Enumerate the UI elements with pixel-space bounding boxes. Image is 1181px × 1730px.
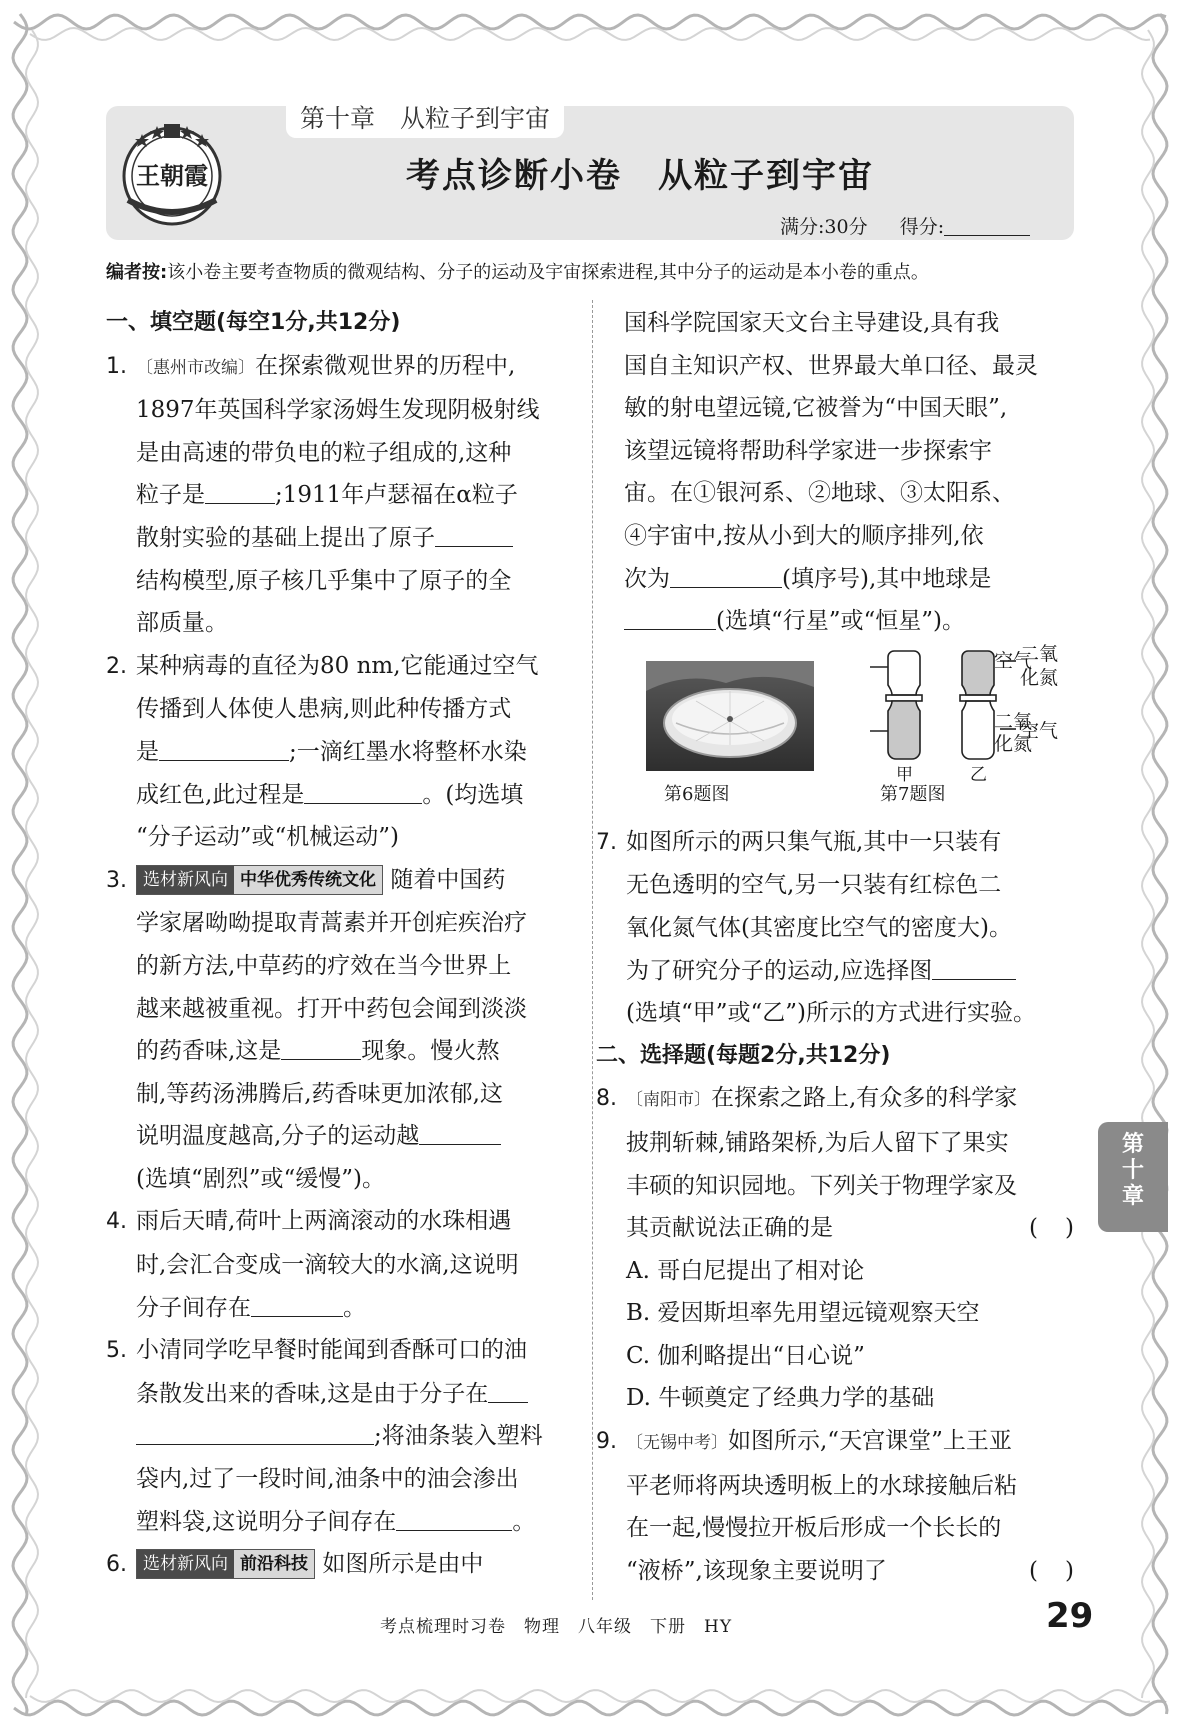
q7-text: 为了研究分子的运动,应选择图 (626, 957, 933, 984)
score-label: 得分: (899, 216, 945, 238)
q6-text: 宙。在①银河系、②地球、③太阳系、 (624, 480, 1015, 507)
q8-text: 在探索之路上,有众多的科学家 (711, 1085, 1018, 1112)
question-6-continued (624, 302, 1076, 643)
option-d[interactable]: D. 牛顿奠定了经典力学的基础 (626, 1385, 935, 1412)
question-2 (106, 645, 562, 859)
q3-text: 的药香味,这是 (136, 1038, 282, 1065)
footer-text: 考点梳理时习卷 物理 八年级 下册 HY (380, 1617, 733, 1637)
q4-text: 分子间存在 (136, 1294, 251, 1321)
label-no2-right-line2: 化氮 (1020, 666, 1059, 689)
question-3 (106, 859, 562, 1201)
q6-text: 敏的射电望远镜,它被誉为“中国天眼”, (624, 395, 1008, 422)
q5-text: 塑料袋,这说明分子间存在 (136, 1508, 397, 1535)
option-a[interactable]: A. 哥白尼提出了相对论 (626, 1257, 865, 1284)
label-air-bottom: 空气 (1020, 719, 1059, 742)
q5-text: 袋内,过了一段时间,油条中的油会渗出 (136, 1466, 519, 1493)
q7-number: 7. (596, 829, 617, 855)
section-fill-blank-title: 一、填空题(每空1分,共12分) (106, 310, 401, 335)
answer-blank[interactable] (159, 738, 289, 761)
q2-text: 。(均选填 (422, 781, 524, 808)
brand-seal-logo (118, 120, 226, 228)
topic-tag (136, 865, 383, 895)
q3-number: 3. (106, 867, 127, 893)
q7-text: 氧化氮气体(其密度比空气的密度大)。 (626, 914, 1012, 941)
label-yi: 乙 (970, 764, 987, 785)
q6-text: ④宇宙中,按从小到大的顺序排列,依 (624, 522, 984, 549)
q4-number: 4. (106, 1209, 127, 1235)
score-blank[interactable] (944, 217, 1030, 236)
right-column (596, 302, 1076, 1592)
page-title: 考点诊断小卷 从粒子到宇宙 (406, 156, 874, 196)
q1-text: 结构模型,原子核几乎集中了原子的全 (136, 567, 512, 594)
answer-bracket[interactable]: ( ) (1029, 1215, 1076, 1242)
column-divider (592, 300, 593, 1600)
answer-blank[interactable] (304, 781, 422, 804)
q9-text: 平老师将两块透明板上的水球接触后粘 (626, 1472, 1017, 1499)
q1-source: 〔惠州市改编〕 (136, 357, 255, 378)
q2-text: 是 (136, 738, 159, 765)
q5-text: 小清同学吃早餐时能闻到香酥可口的油 (136, 1337, 527, 1364)
label-jia: 甲 (896, 764, 913, 785)
label-no2-left-line2: 化氮 (994, 732, 1033, 755)
q3-text: 说明温度越高,分子的运动越 (136, 1123, 420, 1150)
q1-text: 1897年英国科学家汤姆生发现阴极射线 (136, 397, 540, 424)
page-number: 29 (1046, 1596, 1094, 1636)
tag-label: 选材新风向 (137, 866, 234, 894)
topic-tag (136, 1549, 315, 1579)
tag-label: 选材新风向 (137, 1550, 234, 1578)
q5-text: 。 (512, 1508, 536, 1535)
q1-text: 是由高速的带负电的粒子组成的,这种 (136, 439, 512, 466)
question-6-start (106, 1543, 562, 1587)
q1-text: 在探索微观世界的历程中, (255, 352, 516, 379)
q6-text: 国科学院国家天文台主导建设,具有我 (624, 310, 1000, 336)
q4-text: 。 (343, 1294, 366, 1321)
section-choice-title: 二、选择题(每题2分,共12分) (596, 1042, 891, 1068)
label-air-top: 空气 (994, 649, 1033, 672)
editor-note-label: 编者按: (106, 262, 168, 283)
side-tab-char: 章 (1121, 1184, 1144, 1209)
option-c[interactable]: C. 伽利略提出“日心说” (626, 1342, 865, 1369)
chapter-tab: 第十章 从粒子到宇宙 (286, 100, 564, 138)
answer-blank[interactable] (205, 481, 275, 504)
q6-text: 次为 (624, 565, 670, 592)
q3-text: 学家屠呦呦提取青蒿素并开创疟疾治疗 (136, 910, 527, 937)
q3-text: 随着中国药 (390, 866, 506, 893)
q5-number: 5. (106, 1338, 127, 1364)
answer-blank[interactable] (396, 1508, 512, 1531)
q8-text: 披荆斩棘,铺路架桥,为后人留下了果实 (626, 1129, 1009, 1156)
q8-text: 其贡献说法正确的是 (626, 1215, 833, 1242)
answer-blank[interactable] (281, 1037, 361, 1060)
label-no2-left-line1: 二氧 (994, 710, 1033, 733)
answer-blank[interactable] (435, 524, 513, 547)
question-9 (596, 1420, 1076, 1592)
q6-text: (选填“行星”或“恒星”)。 (716, 608, 965, 635)
answer-blank[interactable] (419, 1122, 501, 1145)
editor-note (106, 258, 1076, 288)
left-column (106, 302, 562, 1587)
full-score: 满分:30分 (780, 216, 868, 238)
fig7-caption: 第7题图 (880, 783, 946, 805)
q1-text: 粒子是 (136, 482, 205, 509)
chapter-side-tab[interactable] (1098, 1122, 1168, 1232)
q6-text: (填序号),其中地球是 (782, 565, 992, 592)
q1-text: 散射实验的基础上提出了原子 (136, 524, 435, 551)
q7-text: 无色透明的空气,另一只装有红棕色二 (626, 872, 1002, 899)
q3-text: 越来越被重视。打开中药包会闻到淡淡 (136, 995, 527, 1022)
question-7 (596, 821, 1076, 1035)
question-5 (106, 1329, 562, 1543)
q3-text: 的新方法,中草药的疗效在当今世界上 (136, 952, 512, 979)
q2-text: 某种病毒的直径为80 nm,它能通过空气 (136, 652, 539, 679)
answer-blank[interactable] (136, 1422, 374, 1445)
question-8 (596, 1077, 1076, 1420)
tag-topic: 中华优秀传统文化 (234, 866, 382, 894)
q9-number: 9. (596, 1429, 617, 1455)
fig6-caption: 第6题图 (664, 783, 730, 805)
answer-blank[interactable] (488, 1380, 528, 1403)
q5-text: ;将油条装入塑料 (374, 1423, 543, 1450)
q3-text: 现象。慢火熬 (361, 1038, 500, 1065)
question-1 (106, 345, 562, 645)
q7-text: 如图所示的两只集气瓶,其中一只装有 (626, 828, 1002, 855)
fast-telescope-photo (646, 661, 814, 771)
q7-text: (选填“甲”或“乙”)所示的方式进行实验。 (626, 1000, 1036, 1027)
label-no2-right-line1: 二氧 (1020, 642, 1059, 665)
q5-text: 条散发出来的香味,这是由于分子在 (136, 1380, 489, 1407)
q1-number: 1. (106, 353, 127, 379)
figures-6-7 (624, 642, 1076, 817)
q3-text: 制,等药汤沸腾后,药香味更加浓郁,这 (136, 1080, 503, 1107)
answer-blank[interactable] (251, 1294, 343, 1317)
q2-text: 成红色,此过程是 (136, 781, 305, 808)
question-4 (106, 1200, 562, 1329)
score-line (780, 212, 1030, 239)
q4-text: 雨后天晴,荷叶上两滴滚动的水珠相遇 (136, 1208, 512, 1235)
answer-bracket[interactable]: ( ) (1029, 1557, 1076, 1584)
q1-text: 部质量。 (136, 610, 228, 637)
editor-note-text: 该小卷主要考查物质的微观结构、分子的运动及宇宙探索进程,其中分子的运动是本小卷的重点。 (167, 262, 929, 283)
tag-topic: 前沿科技 (234, 1550, 314, 1578)
q9-text: “液桥”,该现象主要说明了 (626, 1557, 887, 1584)
q9-text: 在一起,慢慢拉开板后形成一个长长的 (626, 1515, 1002, 1542)
q1-text: ;1911年卢瑟福在α粒子 (275, 482, 518, 509)
answer-blank[interactable] (624, 607, 716, 630)
q2-text: “分子运动”或“机械运动”) (136, 824, 400, 851)
q4-text: 时,会汇合变成一滴较大的水滴,这说明 (136, 1252, 519, 1279)
answer-blank[interactable] (670, 565, 782, 588)
q8-source: 〔南阳市〕 (626, 1090, 711, 1111)
option-b[interactable]: B. 爱因斯坦率先用望远镜观察天空 (626, 1300, 980, 1327)
answer-blank[interactable] (932, 957, 1016, 980)
q2-text: 传播到人体使人患病,则此种传播方式 (136, 696, 512, 723)
q8-text: 丰硕的知识园地。下列关于物理学家及 (626, 1172, 1017, 1199)
side-tab-char: 第 (1121, 1132, 1144, 1157)
q6-text: 国自主知识产权、世界最大单口径、最灵 (624, 352, 1038, 379)
side-tab-char: 十 (1121, 1158, 1144, 1183)
q2-text: ;一滴红墨水将整杯水染 (289, 738, 527, 765)
q9-source: 〔无锡中考〕 (626, 1433, 728, 1454)
q2-number: 2. (106, 653, 127, 679)
q6-number: 6. (106, 1552, 127, 1578)
q8-number: 8. (596, 1086, 617, 1112)
q6-text: 该望远镜将帮助科学家进一步探索宇 (624, 437, 992, 464)
q3-text: (选填“剧烈”或“缓慢”)。 (136, 1165, 385, 1192)
q6-text: 如图所示是由中 (322, 1551, 484, 1578)
q9-text: 如图所示,“天宫课堂”上王亚 (728, 1428, 1012, 1455)
svg-text:王朝霞: 王朝霞 (136, 161, 208, 190)
